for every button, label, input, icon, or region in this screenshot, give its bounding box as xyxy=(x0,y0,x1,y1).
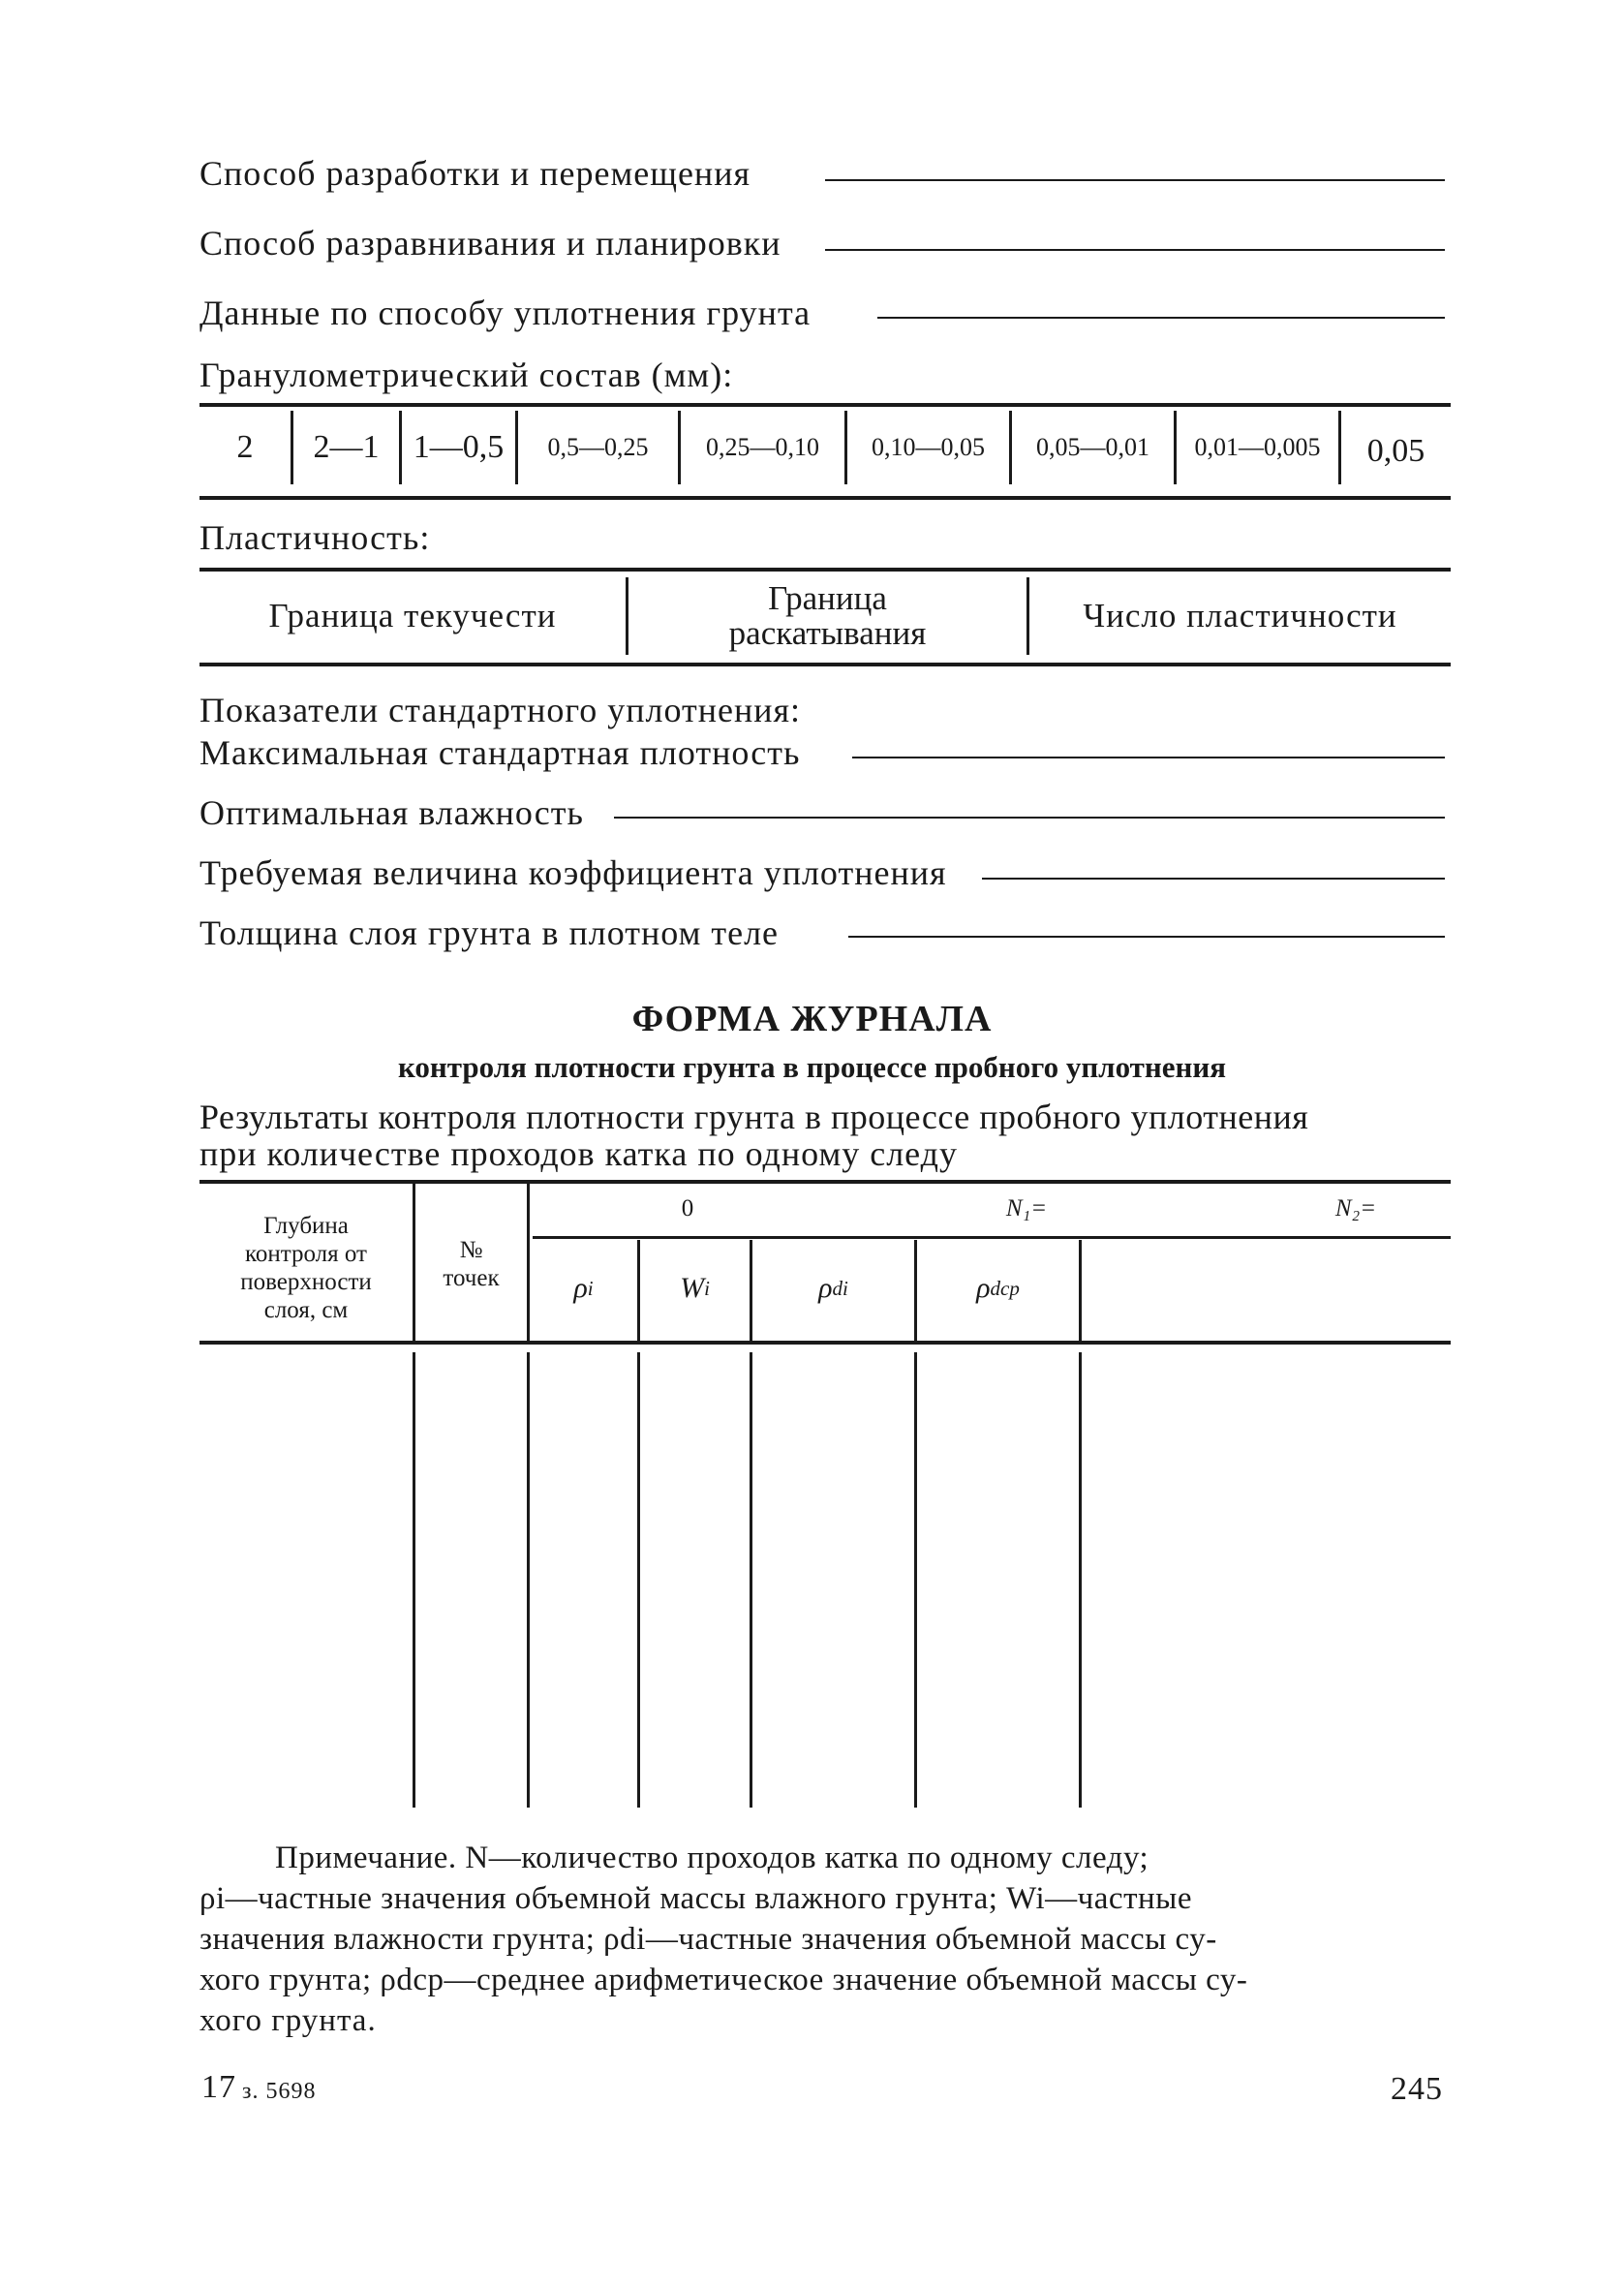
layer-thickness-label: Толщина слоя грунта в плотном теле xyxy=(199,913,780,952)
log-col-rho-sub: i xyxy=(587,1276,594,1300)
log-col-depth xyxy=(199,1207,413,1329)
grain-table-bottom-rule xyxy=(199,496,1451,500)
log-col-depth-line3: поверхности xyxy=(240,1269,372,1295)
log-pass-0: 0 xyxy=(681,1195,694,1222)
log-divider xyxy=(637,1352,640,1808)
log-divider xyxy=(527,1352,530,1808)
log-col-point-no-line1: № xyxy=(459,1237,483,1263)
grain-cell: 2 xyxy=(236,429,254,465)
plasticity-col-plastic-limit-line2: раскатывания xyxy=(728,614,927,652)
grain-cell: 2—1 xyxy=(313,429,380,465)
log-divider xyxy=(914,1352,917,1808)
log-col-point-no xyxy=(415,1230,527,1298)
grain-cell: 0,10—0,05 xyxy=(872,433,985,461)
layer-thickness-line xyxy=(848,936,1445,938)
log-col-rho-d xyxy=(752,1250,914,1327)
log-pass-n2: N₂= xyxy=(1334,1195,1377,1222)
max-density-label: Максимальная стандартная плотность xyxy=(199,733,801,772)
field-method-level-label: Способ разравнивания и планировки xyxy=(199,224,781,263)
log-col-rho-symbol: ρ xyxy=(573,1272,588,1304)
form-subtitle: контроля плотности грунта в процессе пробного уплотнения xyxy=(397,1050,1227,1084)
plasticity-top-rule xyxy=(199,568,1451,572)
log-col-w-sub: i xyxy=(704,1276,710,1300)
log-col-rho-d-symbol: ρ xyxy=(818,1272,833,1304)
page-number: 245 xyxy=(1391,2071,1443,2107)
log-divider xyxy=(1079,1240,1082,1341)
field-method-level-line xyxy=(825,249,1445,251)
field-method-dev-label: Способ разработки и перемещения xyxy=(199,154,751,193)
log-col-rho-dcp-sub: dср xyxy=(990,1276,1020,1300)
grain-table-top-rule xyxy=(199,403,1451,407)
field-method-dev-line xyxy=(825,179,1445,181)
opt-moisture-label: Оптимальная влажность xyxy=(199,793,584,832)
log-table-header-rule xyxy=(199,1341,1451,1345)
log-table-top-rule xyxy=(199,1180,1451,1184)
plasticity-col-index: Число пластичности xyxy=(1083,597,1397,634)
footer-sheet-number: 17 xyxy=(201,2069,236,2105)
log-divider xyxy=(1079,1352,1082,1808)
results-line2: при количестве проходов катка по одному следу xyxy=(199,1134,958,1173)
grain-cell: 0,25—0,10 xyxy=(706,433,819,461)
results-line1: Результаты контроля плотности грунта в процессе пробного уплотнения xyxy=(199,1098,1309,1136)
form-title: ФОРМА ЖУРНАЛА xyxy=(631,999,993,1039)
plasticity-col-liquid-limit: Граница текучести xyxy=(268,597,557,634)
log-col-w xyxy=(640,1250,750,1327)
plasticity-col-plastic-limit xyxy=(628,575,1026,657)
note-line4: хого грунта; ρdср—среднее арифметическое значение объемной массы су- xyxy=(199,1963,1248,1997)
field-compaction-label: Данные по способу уплотнения грунта xyxy=(199,294,812,332)
note-line1: Примечание. N—количество проходов катка по одному следу; xyxy=(275,1840,1149,1875)
plasticity-col-plastic-limit-line1: Граница xyxy=(768,579,887,617)
grain-cell: 0,05 xyxy=(1366,433,1425,469)
note-line3: значения влажности грунта; ρdi—частные значения объемной массы су- xyxy=(199,1922,1217,1957)
log-col-rho-dcp xyxy=(917,1250,1079,1327)
log-divider xyxy=(750,1352,752,1808)
log-divider xyxy=(413,1352,415,1808)
log-col-rho xyxy=(530,1250,637,1327)
grain-cell: 0,01—0,005 xyxy=(1194,433,1321,461)
standard-heading: Показатели стандартного уплотнения: xyxy=(199,691,802,729)
max-density-line xyxy=(852,757,1445,758)
log-col-depth-line2: контроля от xyxy=(245,1241,367,1267)
note-line5: хого грунта. xyxy=(199,2003,377,2038)
req-coeff-label: Требуемая величина коэффициента уплотнения xyxy=(199,853,947,892)
log-col-point-no-line2: точек xyxy=(443,1265,500,1291)
grain-cell: 1—0,5 xyxy=(413,429,505,465)
log-col-depth-line1: Глубина xyxy=(263,1213,349,1239)
log-col-depth-line4: слоя, см xyxy=(263,1297,349,1323)
grain-cell: 0,05—0,01 xyxy=(1036,433,1149,461)
opt-moisture-line xyxy=(614,817,1445,819)
plasticity-bottom-rule xyxy=(199,663,1451,666)
grain-cell: 0,5—0,25 xyxy=(547,433,649,461)
field-compaction-line xyxy=(877,317,1445,319)
granulometric-label: Гранулометрический состав (мм): xyxy=(199,356,734,394)
req-coeff-line xyxy=(982,878,1445,880)
log-col-rho-dcp-symbol: ρ xyxy=(976,1272,991,1304)
plasticity-label: Пластичность: xyxy=(199,518,431,557)
log-table-sub-rule xyxy=(533,1236,1451,1239)
log-pass-n1: N₁= xyxy=(1005,1195,1048,1222)
footer-order-code: з. 5698 xyxy=(242,2079,317,2104)
log-col-rho-d-sub: di xyxy=(832,1276,848,1300)
note-line2: ρi—частные значения объемной массы влажного грунта; Wi—частные xyxy=(199,1881,1192,1916)
log-col-w-symbol: W xyxy=(680,1272,705,1304)
